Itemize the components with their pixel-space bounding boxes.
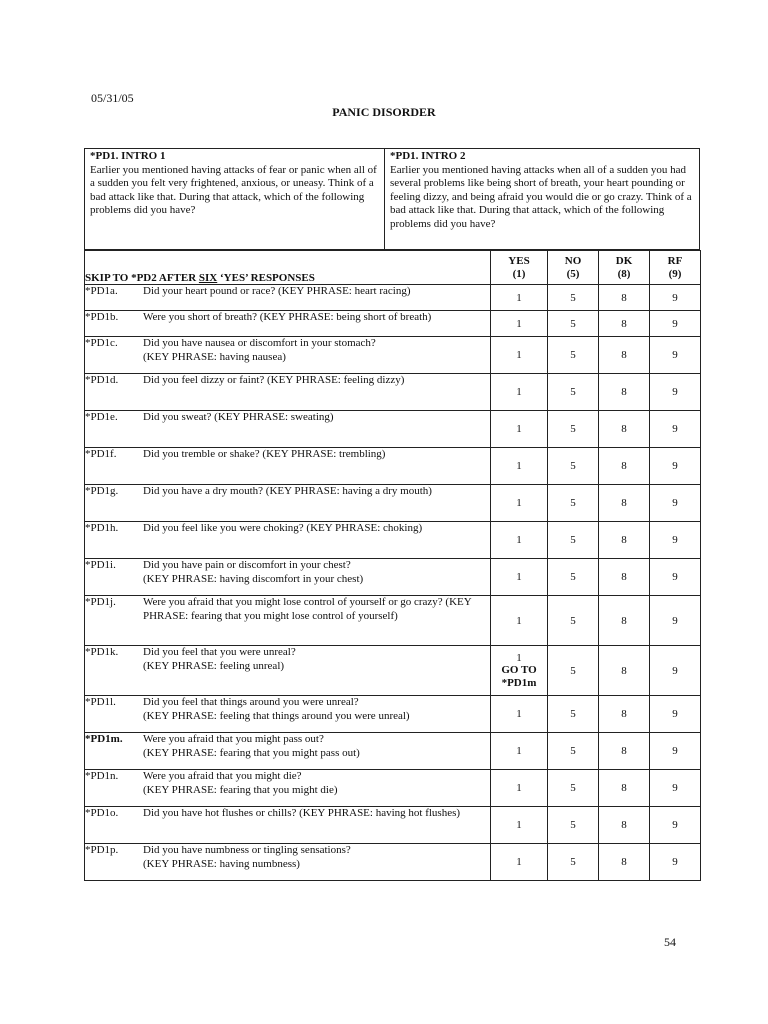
dk-code-cell: 8 bbox=[599, 311, 650, 337]
rf-code-cell: 9 bbox=[650, 485, 701, 522]
no-code-cell: 5 bbox=[548, 646, 599, 696]
skip-instruction: SKIP TO *PD2 AFTER SIX ‘YES’ RESPONSES bbox=[85, 251, 491, 285]
key-phrase: (KEY PHRASE: fearing that you might pass out) bbox=[143, 746, 360, 759]
dk-code-cell: 8 bbox=[599, 374, 650, 411]
question-id: *PD1p. bbox=[85, 844, 119, 856]
rf-code-cell: 9 bbox=[650, 696, 701, 733]
yes-code-cell: 1 bbox=[491, 844, 548, 881]
dk-code-cell: 8 bbox=[599, 559, 650, 596]
no-code-cell: 5 bbox=[548, 374, 599, 411]
page-title: PANIC DISORDER bbox=[332, 105, 436, 119]
question-id: *PD1b. bbox=[85, 311, 119, 323]
table-row bbox=[85, 596, 701, 646]
question-text: Did you tremble or shake? (KEY PHRASE: trembling) bbox=[143, 448, 386, 460]
question-id: *PD1f. bbox=[85, 448, 117, 460]
question-id: *PD1l. bbox=[85, 696, 116, 708]
table-row bbox=[85, 696, 701, 733]
question-id: *PD1n. bbox=[85, 770, 119, 782]
question-table bbox=[84, 250, 701, 881]
dk-code-cell: 8 bbox=[599, 733, 650, 770]
column-yes: YES (1) bbox=[491, 251, 548, 285]
intro-2-text: Earlier you mentioned having attacks when all of a sudden you had several problems like being short of breath, your heart pounding or feeling dizzy, and being afraid you would die or go crazy. Think of a bad attack like that. During that attack, which of the following problems did you have? bbox=[390, 163, 692, 230]
question-id: *PD1c. bbox=[85, 337, 118, 349]
goto-target: *PD1m bbox=[501, 676, 537, 689]
question-cell bbox=[85, 596, 491, 646]
question-cell bbox=[85, 311, 491, 337]
document-date: 05/31/05 bbox=[91, 91, 134, 105]
intro-2-heading: *PD1. INTRO 2 bbox=[390, 150, 466, 162]
no-code-cell: 5 bbox=[548, 522, 599, 559]
rf-code-cell: 9 bbox=[650, 646, 701, 696]
table-row bbox=[85, 522, 701, 559]
yes-code-cell: 1 bbox=[491, 522, 548, 559]
rf-code-cell: 9 bbox=[650, 337, 701, 374]
rf-code-cell: 9 bbox=[650, 411, 701, 448]
no-code-cell: 5 bbox=[548, 337, 599, 374]
question-cell bbox=[85, 411, 491, 448]
dk-code-cell: 8 bbox=[599, 807, 650, 844]
goto-instruction: GO TO bbox=[501, 663, 537, 676]
question-id: *PD1a. bbox=[85, 285, 118, 297]
table-row bbox=[85, 448, 701, 485]
question-cell bbox=[85, 646, 491, 696]
yes-code-cell: 1 bbox=[491, 596, 548, 646]
rf-code-cell: 9 bbox=[650, 596, 701, 646]
question-cell bbox=[85, 696, 491, 733]
question-text: Did you have hot flushes or chills? (KEY PHRASE: having hot flushes) bbox=[143, 807, 461, 819]
yes-code-cell: 1 bbox=[491, 411, 548, 448]
no-code-cell: 5 bbox=[548, 733, 599, 770]
question-cell bbox=[85, 807, 491, 844]
question-id: *PD1o. bbox=[85, 807, 119, 819]
table-row bbox=[85, 411, 701, 448]
question-text: Did your heart pound or race? (KEY PHRASE: heart racing) bbox=[143, 285, 411, 297]
dk-code-cell: 8 bbox=[599, 485, 650, 522]
question-text: Did you have numbness or tingling sensations? bbox=[143, 844, 351, 856]
question-cell bbox=[85, 337, 491, 374]
question-text: Were you afraid that you might die? bbox=[143, 770, 302, 782]
question-id: *PD1d. bbox=[85, 374, 119, 386]
intro-2 bbox=[385, 149, 699, 249]
key-phrase: (KEY PHRASE: having nausea) bbox=[143, 350, 286, 363]
table-row bbox=[85, 337, 701, 374]
question-cell bbox=[85, 285, 491, 311]
rf-code-cell: 9 bbox=[650, 374, 701, 411]
question-text: Were you afraid that you might pass out? bbox=[143, 733, 324, 745]
yes-code-cell: 1 bbox=[491, 559, 548, 596]
dk-code-cell: 8 bbox=[599, 411, 650, 448]
question-cell bbox=[85, 559, 491, 596]
column-dk: DK (8) bbox=[599, 251, 650, 285]
yes-code-cell: 1 bbox=[491, 285, 548, 311]
question-text: Did you have nausea or discomfort in your stomach? bbox=[143, 337, 376, 349]
yes-code-cell bbox=[491, 646, 548, 696]
column-rf: RF (9) bbox=[650, 251, 701, 285]
table-row bbox=[85, 844, 701, 881]
question-text: Did you have pain or discomfort in your chest? bbox=[143, 559, 351, 571]
no-code-cell: 5 bbox=[548, 696, 599, 733]
intro-1 bbox=[85, 149, 385, 249]
no-code-cell: 5 bbox=[548, 411, 599, 448]
question-id: *PD1i. bbox=[85, 559, 116, 571]
dk-code-cell: 8 bbox=[599, 596, 650, 646]
no-code-cell: 5 bbox=[548, 596, 599, 646]
table-row bbox=[85, 559, 701, 596]
rf-code-cell: 9 bbox=[650, 285, 701, 311]
rf-code-cell: 9 bbox=[650, 807, 701, 844]
question-cell bbox=[85, 522, 491, 559]
question-id: *PD1e. bbox=[85, 411, 118, 423]
yes-code-cell: 1 bbox=[491, 733, 548, 770]
rf-code-cell: 9 bbox=[650, 448, 701, 485]
table-row bbox=[85, 807, 701, 844]
table-row bbox=[85, 311, 701, 337]
question-cell bbox=[85, 733, 491, 770]
no-code-cell: 5 bbox=[548, 448, 599, 485]
dk-code-cell: 8 bbox=[599, 770, 650, 807]
dk-code-cell: 8 bbox=[599, 448, 650, 485]
yes-code-cell: 1 bbox=[491, 696, 548, 733]
table-row bbox=[85, 770, 701, 807]
question-id: *PD1m. bbox=[85, 733, 123, 745]
question-id: *PD1g. bbox=[85, 485, 119, 497]
yes-code-cell: 1 bbox=[491, 807, 548, 844]
dk-code-cell: 8 bbox=[599, 844, 650, 881]
key-phrase: (KEY PHRASE: having discomfort in your chest) bbox=[143, 572, 364, 585]
dk-code-cell: 8 bbox=[599, 522, 650, 559]
question-text: Were you short of breath? (KEY PHRASE: being short of breath) bbox=[143, 311, 432, 323]
column-no: NO (5) bbox=[548, 251, 599, 285]
question-cell bbox=[85, 485, 491, 522]
rf-code-cell: 9 bbox=[650, 559, 701, 596]
dk-code-cell: 8 bbox=[599, 696, 650, 733]
no-code-cell: 5 bbox=[548, 770, 599, 807]
yes-code-cell: 1 bbox=[491, 311, 548, 337]
yes-code-cell: 1 bbox=[491, 770, 548, 807]
question-id: *PD1j. bbox=[85, 596, 116, 608]
question-cell bbox=[85, 770, 491, 807]
page-number: 54 bbox=[664, 935, 676, 949]
question-text: Were you afraid that you might lose control of yourself or go crazy? (KEY PHRASE: fearing that you might lose control of yourself) bbox=[143, 596, 472, 622]
question-text: Did you feel that things around you were unreal? bbox=[143, 696, 359, 708]
dk-code-cell: 8 bbox=[599, 337, 650, 374]
question-text: Did you sweat? (KEY PHRASE: sweating) bbox=[143, 411, 334, 423]
intro-box bbox=[84, 148, 700, 250]
dk-code-cell: 8 bbox=[599, 646, 650, 696]
table-row bbox=[85, 374, 701, 411]
intro-1-heading: *PD1. INTRO 1 bbox=[90, 150, 166, 162]
no-code-cell: 5 bbox=[548, 844, 599, 881]
yes-code: 1 bbox=[516, 651, 522, 664]
table-header-row bbox=[85, 251, 701, 285]
dk-code-cell: 8 bbox=[599, 285, 650, 311]
question-text: Did you have a dry mouth? (KEY PHRASE: having a dry mouth) bbox=[143, 485, 432, 497]
rf-code-cell: 9 bbox=[650, 311, 701, 337]
rf-code-cell: 9 bbox=[650, 844, 701, 881]
question-text: Did you feel dizzy or faint? (KEY PHRASE: feeling dizzy) bbox=[143, 374, 405, 386]
no-code-cell: 5 bbox=[548, 311, 599, 337]
yes-code-cell: 1 bbox=[491, 448, 548, 485]
question-cell bbox=[85, 844, 491, 881]
rf-code-cell: 9 bbox=[650, 733, 701, 770]
question-cell bbox=[85, 448, 491, 485]
yes-code-cell: 1 bbox=[491, 485, 548, 522]
yes-code-cell: 1 bbox=[491, 374, 548, 411]
no-code-cell: 5 bbox=[548, 807, 599, 844]
no-code-cell: 5 bbox=[548, 285, 599, 311]
intro-1-text: Earlier you mentioned having attacks of fear or panic when all of a sudden you felt very frightened, anxious, or uneasy. Think of a bad attack like that. During that attack, which of the following problems did you have? bbox=[90, 163, 377, 216]
table-row bbox=[85, 485, 701, 522]
table-row bbox=[85, 733, 701, 770]
rf-code-cell: 9 bbox=[650, 522, 701, 559]
question-id: *PD1k. bbox=[85, 646, 119, 658]
no-code-cell: 5 bbox=[548, 559, 599, 596]
key-phrase: (KEY PHRASE: feeling that things around you were unreal) bbox=[143, 709, 410, 722]
question-text: Did you feel that you were unreal? bbox=[143, 646, 296, 658]
question-id: *PD1h. bbox=[85, 522, 119, 534]
key-phrase: (KEY PHRASE: having numbness) bbox=[143, 857, 300, 870]
rf-code-cell: 9 bbox=[650, 770, 701, 807]
table-row bbox=[85, 285, 701, 311]
question-cell bbox=[85, 374, 491, 411]
yes-code-cell: 1 bbox=[491, 337, 548, 374]
no-code-cell: 5 bbox=[548, 485, 599, 522]
table-row bbox=[85, 646, 701, 696]
key-phrase: (KEY PHRASE: fearing that you might die) bbox=[143, 783, 338, 796]
key-phrase: (KEY PHRASE: feeling unreal) bbox=[143, 659, 285, 672]
question-text: Did you feel like you were choking? (KEY PHRASE: choking) bbox=[143, 522, 423, 534]
